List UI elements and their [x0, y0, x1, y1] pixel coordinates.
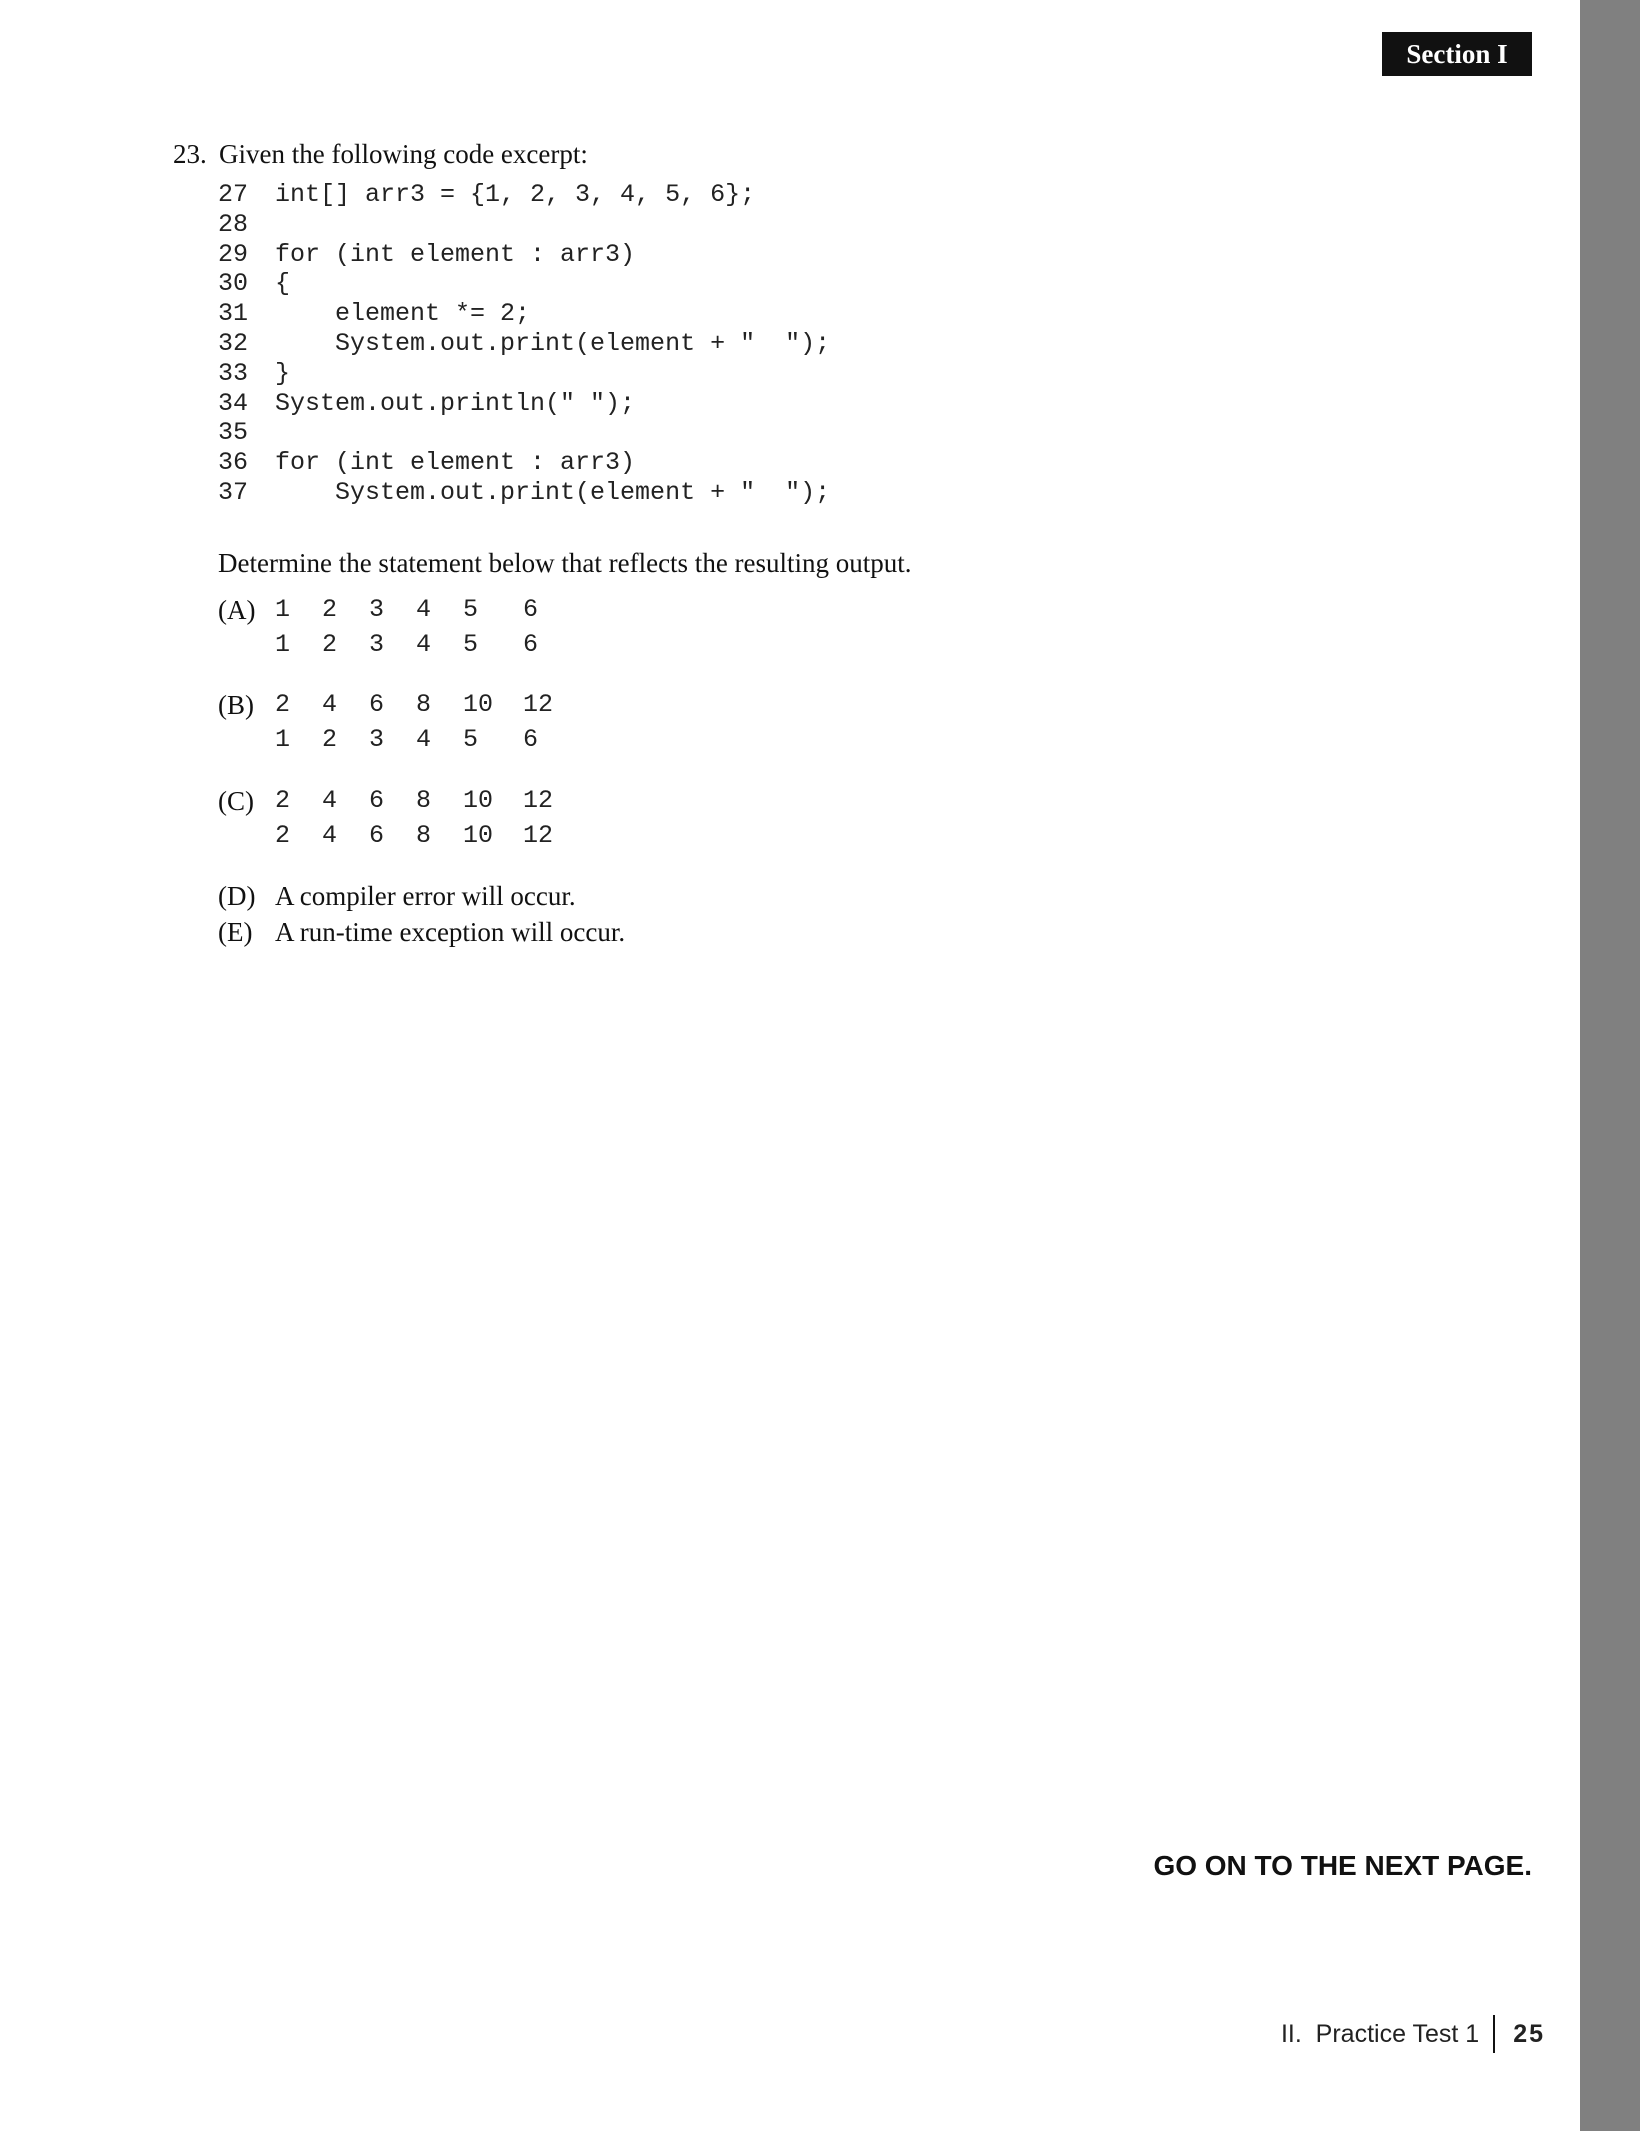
line-number: 32	[218, 328, 249, 358]
output-value: 6	[523, 595, 539, 624]
output-value: 1	[275, 595, 291, 624]
choice-output	[275, 687, 595, 757]
output-value: 10	[463, 690, 494, 719]
code-line	[218, 269, 830, 299]
line-number: 30	[218, 269, 249, 299]
output-value: 3	[369, 725, 385, 754]
output-value: 1	[275, 725, 291, 754]
output-value: 12	[523, 690, 554, 719]
output-value: 4	[322, 786, 338, 815]
output-value: 10	[463, 786, 494, 815]
line-number: 35	[218, 418, 249, 448]
code-line	[218, 210, 830, 240]
line-number: 27	[218, 180, 249, 209]
output-value: 1	[275, 630, 291, 659]
output-value: 2	[322, 595, 338, 624]
output-value: 6	[523, 725, 539, 754]
choice-letter: (B)	[218, 690, 254, 720]
code-text: System.out.println(" ");	[275, 388, 636, 418]
output-value: 8	[416, 690, 432, 719]
choice-letter: (E)	[218, 917, 253, 947]
code-text: System.out.print(element + " ");	[275, 328, 831, 358]
output-row	[275, 818, 595, 853]
code-text: int[] arr3 = {1, 2, 3, 4, 5, 6};	[275, 180, 756, 209]
line-number: 36	[218, 448, 249, 478]
line-number: 28	[218, 209, 249, 239]
output-row	[275, 627, 595, 662]
output-value: 6	[369, 786, 385, 815]
code-line	[218, 389, 830, 419]
side-margin-bar	[1580, 0, 1640, 2131]
code-text: }	[275, 358, 291, 388]
code-line	[218, 329, 830, 359]
output-value: 10	[463, 821, 494, 850]
output-value: 2	[275, 786, 291, 815]
code-text: for (int element : arr3)	[275, 239, 636, 269]
question-number: 23.	[173, 139, 207, 169]
output-value: 6	[369, 821, 385, 850]
output-value: 5	[463, 595, 479, 624]
code-line	[218, 478, 830, 508]
output-value: 2	[322, 630, 338, 659]
question-heading	[173, 136, 588, 172]
output-row	[275, 783, 595, 818]
output-value: 6	[523, 630, 539, 659]
choice-letter: (A)	[218, 595, 256, 625]
output-value: 4	[416, 630, 432, 659]
output-value: 5	[463, 630, 479, 659]
footer-divider	[1493, 2015, 1495, 2053]
output-value: 8	[416, 786, 432, 815]
section-tab: Section I	[1382, 32, 1532, 76]
page-footer	[1281, 2014, 1545, 2054]
output-value: 12	[523, 786, 554, 815]
code-text: {	[275, 269, 291, 299]
line-number: 34	[218, 388, 249, 418]
output-row	[275, 722, 595, 757]
output-value: 2	[322, 725, 338, 754]
output-value: 4	[322, 821, 338, 850]
choice-output	[275, 783, 595, 853]
output-value: 8	[416, 821, 432, 850]
code-text: for (int element : arr3)	[275, 448, 636, 478]
code-line	[218, 448, 830, 478]
code-line	[218, 299, 830, 329]
page-number: 25	[1513, 2019, 1545, 2048]
output-value: 4	[322, 690, 338, 719]
output-value: 3	[369, 630, 385, 659]
code-text: System.out.print(element + " ");	[275, 477, 831, 507]
output-value: 2	[275, 690, 291, 719]
output-value: 4	[416, 725, 432, 754]
question-prompt: Determine the statement below that reflects the resulting output.	[218, 548, 912, 578]
output-value: 2	[275, 821, 291, 850]
output-value: 5	[463, 725, 479, 754]
go-on-notice: GO ON TO THE NEXT PAGE.	[1153, 1850, 1532, 1881]
question-intro: Given the following code excerpt:	[219, 139, 588, 169]
output-row	[275, 592, 595, 627]
code-text: element *= 2;	[275, 299, 531, 329]
choice-letter: (C)	[218, 786, 254, 816]
choice-text: A compiler error will occur.	[275, 881, 576, 911]
output-value: 6	[369, 690, 385, 719]
code-excerpt	[218, 180, 830, 508]
code-line	[218, 240, 830, 270]
code-line	[218, 418, 830, 448]
code-line	[218, 359, 830, 389]
output-value: 4	[416, 595, 432, 624]
line-number: 37	[218, 477, 249, 507]
output-row	[275, 687, 595, 722]
choice-letter: (D)	[218, 881, 256, 911]
choice-output	[275, 592, 595, 662]
output-value: 12	[523, 821, 554, 850]
choice-text: A run-time exception will occur.	[275, 917, 626, 947]
line-number: 33	[218, 358, 249, 388]
output-value: 3	[369, 595, 385, 624]
code-line	[218, 180, 830, 210]
line-number: 31	[218, 299, 249, 329]
part-label: II. Practice Test 1	[1280, 2019, 1480, 2048]
line-number: 29	[218, 239, 249, 269]
